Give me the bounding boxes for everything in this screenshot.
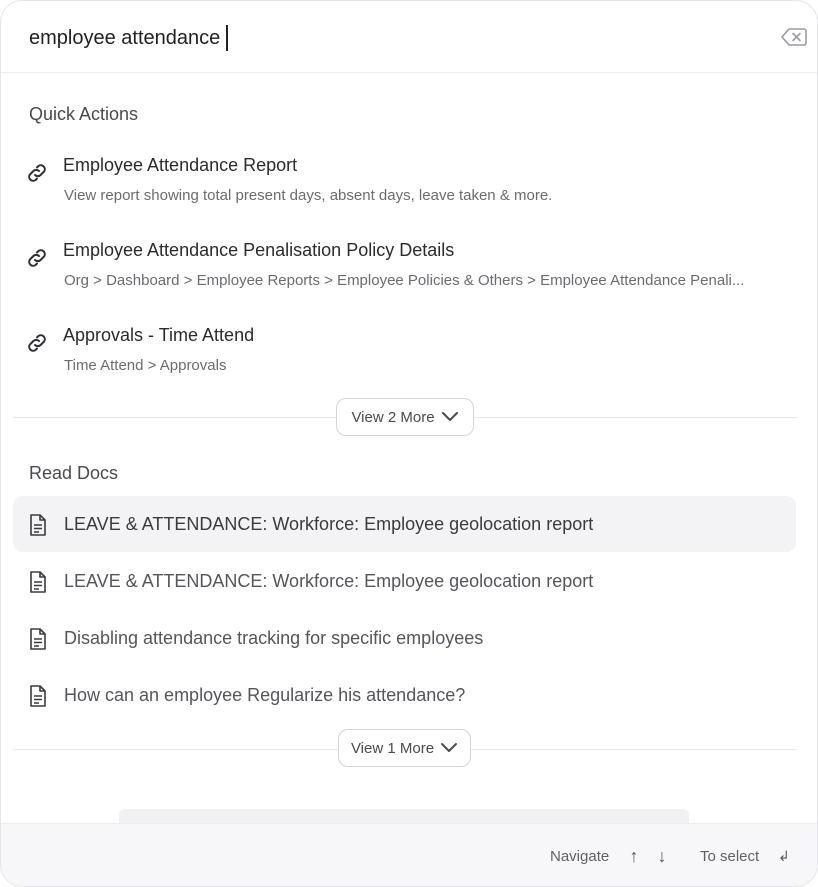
doc-item[interactable] (13, 610, 796, 666)
navigate-hint: Navigate (550, 848, 610, 865)
arrow-down-icon: ↓ (657, 846, 667, 866)
select-hint: To select (700, 848, 760, 865)
view-more-label: View 2 More (351, 408, 435, 426)
backspace-icon (781, 27, 807, 47)
doc-title: LEAVE & ATTENDANCE: Workforce: Employee geolocation report (64, 514, 594, 534)
search-bar (1, 1, 818, 73)
document-icon (29, 685, 47, 707)
quick-action-subtitle: View report showing total present days, absent days, leave taken & more. (64, 187, 553, 204)
search-input[interactable] (29, 23, 749, 53)
view-more-label: View 1 More (350, 739, 435, 757)
document-icon (29, 571, 47, 593)
text-caret (226, 25, 228, 51)
arrow-up-icon: ↑ (629, 846, 639, 866)
view-more-docs-button[interactable] (338, 729, 471, 767)
quick-action-item[interactable] (15, 155, 805, 227)
link-icon (25, 161, 49, 185)
doc-item[interactable] (13, 667, 796, 723)
quick-action-title: Approvals - Time Attend (63, 325, 255, 345)
link-icon (25, 331, 49, 355)
clear-search-button[interactable] (781, 27, 807, 47)
doc-item[interactable] (13, 496, 796, 552)
quick-action-item[interactable] (15, 240, 805, 312)
link-icon (25, 246, 49, 270)
document-icon (29, 628, 47, 650)
doc-title: How can an employee Regularize his attendance? (64, 685, 466, 705)
quick-action-title: Employee Attendance Penalisation Policy Details (63, 240, 455, 260)
read-docs-heading: Read Docs (29, 463, 119, 483)
document-icon (29, 514, 47, 536)
enter-key-icon: ↲ (778, 848, 790, 864)
doc-title: Disabling attendance tracking for specific employees (64, 628, 484, 648)
quick-actions-heading: Quick Actions (29, 104, 139, 124)
view-more-quick-actions-button[interactable] (336, 398, 474, 436)
doc-item[interactable] (13, 553, 796, 609)
doc-title: LEAVE & ATTENDANCE: Workforce: Employee geolocation report (64, 571, 594, 591)
chevron-down-icon (441, 411, 459, 423)
chevron-down-icon (440, 742, 458, 754)
quick-action-subtitle: Time Attend > Approvals (64, 357, 227, 374)
search-query: employee attendance (29, 26, 221, 49)
quick-action-subtitle: Org > Dashboard > Employee Reports > Employee Policies & Others > Employee Attendance Penali... (64, 272, 745, 289)
shortcut-footer (1, 823, 818, 887)
quick-action-title: Employee Attendance Report (63, 155, 298, 175)
quick-action-item[interactable] (15, 325, 805, 397)
